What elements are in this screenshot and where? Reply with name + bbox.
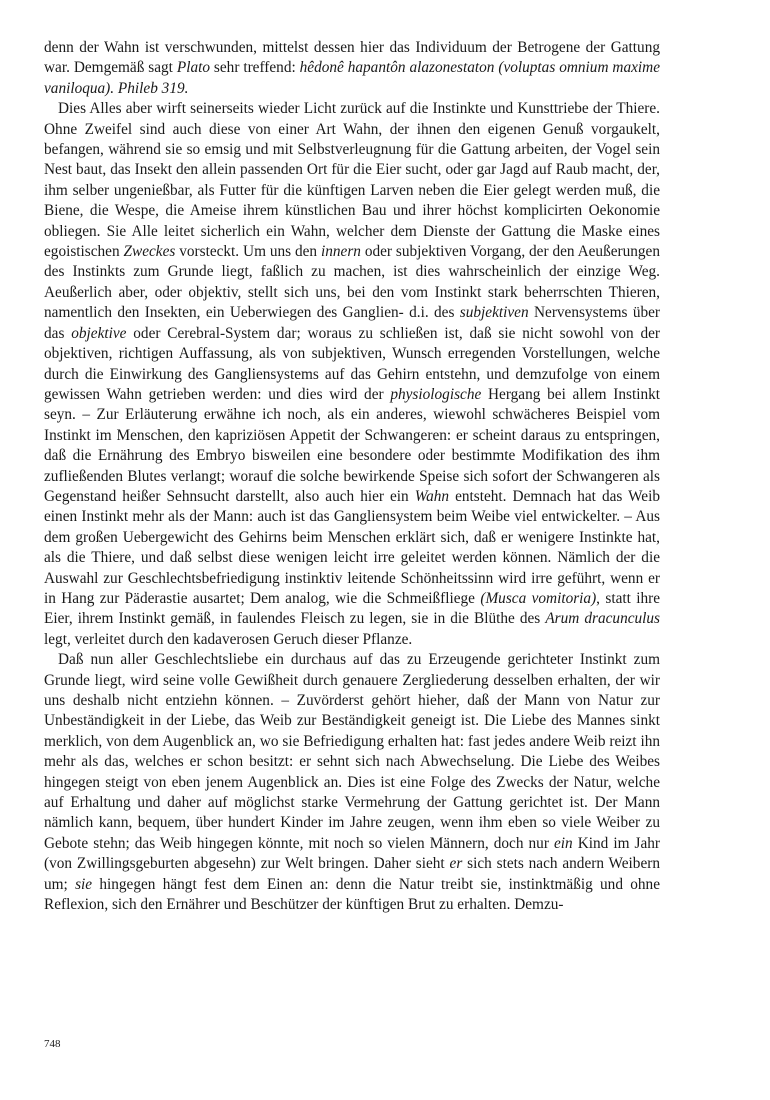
text-run: denn der Wahn ist verschwunden, mittelst dessen hier das Individuum der Betrogene der Gattung war. Demgemäß sagt — [44, 39, 660, 77]
text-run-italic: sie — [75, 875, 93, 893]
text-run: legt, verleitet durch den kadaverosen Geruch dieser Pflanze. — [44, 630, 413, 648]
paragraph-1 — [44, 38, 660, 99]
text-run-italic: objektive — [71, 324, 127, 342]
text-run-italic: er — [449, 855, 463, 873]
text-run: sehr treffend: — [210, 59, 300, 77]
text-run: entsteht. Demnach hat das Weib einen Instinkt mehr als der Mann: auch ist das Gangliensystem beim Weibe viel entwickelter. – Aus dem großen Uebergewicht des Gehirns beim Menschen erklärt sich, daß er wenigere Instinkte hat, als die Thiere, und daß selbst diese wenigen leicht irre geleitet werden können. Nämlich der die Auswahl zur Geschlechtsbefriedigung instinktiv leitende Schönheitssinn wird irre geführt, wenn er in Hang zur Päderastie ausartet; Dem analog, wie die Schmeißfliege — [44, 487, 661, 607]
text-run-italic: (Musca vomitoria) — [480, 589, 597, 607]
text-run-italic: Arum dracunculus — [545, 610, 661, 628]
page-number: 748 — [44, 1038, 61, 1050]
text-run: Daß nun aller Geschlechtsliebe ein durchaus auf das zu Erzeugende gerichteter Instinkt zum Grunde liegt, wird seine volle Gewißheit durch genauere Zergliederung desselben erhalten, der wir uns deshalb nicht entziehn können. – Zuvörderst gehört hieher, daß der Mann von Natur zur Unbeständigkeit in der Liebe, das Weib zur Beständigkeit geneigt ist. Die Liebe des Mannes sinkt merklich, von dem Augenblick an, wo sie Befriedigung erhalten hat: fast jedes andere Weib reizt ihn mehr als das, welches er schon besitzt: er sehnt sich nach Abwechselung. Die Liebe des Weibes hingegen steigt von eben jenem Augenblick an. Dies ist eine Folge des Zwecks der Natur, welche auf Erhaltung und daher auf möglichst starke Vermehrung der Gattung gerichtet ist. Der Mann nämlich kann, bequem, über hundert Kinder im Jahre zeugen, wenn ihm eben so viele Weiber zu Gebote stehn; das Weib hingegen könnte, mit noch so vielen Männern, doch nur — [44, 651, 660, 852]
text-run: oder subjektiven Vorgang, der den Aeußerungen des Instinkts zum Grunde liegt, faßlich zu machen, ist dies wahrscheinlich der einzige Weg. Aeußerlich aber, oder objektiv, stellt sich uns, bei den vom Instinkt stark beherrschten Thieren, namentlich den Insekten, ein Ueberwiegen des Ganglien- d.i. des — [44, 243, 660, 322]
text-run-italic: Wahn — [414, 487, 450, 505]
text-run: , statt ihre Eier, ihrem Instinkt gemäß, in faulendes Fleisch zu legen, sie in die Blüthe des — [44, 589, 660, 628]
text-run: vorsteckt. Um uns den — [175, 243, 321, 261]
text-run-italic: innern — [320, 243, 361, 261]
text-run-italic: physiologische — [390, 385, 482, 403]
paragraph-2 — [44, 99, 660, 650]
paragraph-3 — [44, 650, 660, 915]
text-run-italic: subjektiven — [459, 304, 529, 322]
text-run-italic: Zweckes — [123, 243, 176, 261]
page-body — [44, 38, 660, 915]
text-run: Nervensystems über das — [44, 304, 660, 342]
text-run: hingegen hängt fest dem Einen an: denn die Natur treibt sie, instinktmäßig und ohne Reflexion, sich den Ernährer und Beschützer der künftigen Brut zu erhalten. Demzu- — [44, 875, 660, 914]
text-run-italic: hêdonê hapantôn alazonestaton (voluptas omnium maxime vaniloqua). Phileb 319. — [44, 59, 660, 97]
text-run: Dies Alles aber wirft seinerseits wieder Licht zurück auf die Instinkte und Kunsttriebe der Thiere. Ohne Zweifel sind auch diese von einer Art Wahn, der ihnen den eigenen Genuß vorgaukelt, befangen, während sie so emsig und mit Selbstverleugnung für die Gattung arbeiten, der Vogel sein Nest baut, das Insekt den allein passenden Ort für die Eier sucht, oder gar Jagd auf Raub macht, der, ihm selber ungenießbar, als Futter für die künftigen Larven neben die Eier gelegt werden muß, die Biene, die Wespe, die Ameise ihrem künstlichen Bau und ihrer höchst komplicirten Oekonomie obliegen. Sie Alle leitet sicherlich ein Wahn, welcher dem Dienste der Gattung die Maske eines egoistischen — [44, 100, 660, 261]
text-run: Hergang bei allem Instinkt seyn. – Zur Erläuterung erwähne ich noch, als ein anderes, wiewohl schwächeres Beispiel vom Instinkt im Menschen, den kapriziösen Appetit der Schwangeren: er scheint daraus zu entspringen, daß die Ernährung des Embryo bisweilen eine besondere oder bestimmte Modifikation des ihm zufließenden Blutes verlangt; worauf die solche bewirkende Speise sich sofort der Schwangeren als Gegenstand heißer Sehnsucht darstellt, also auch hier ein — [44, 385, 661, 505]
text-run-italic: Plato — [176, 59, 210, 77]
text-run: oder Cerebral-System dar; woraus zu schließen ist, daß sie nicht sowohl von der objektiven, richtigen Auffassung, als von subjektiven, Wunsch erregenden Vorstellungen, welche durch die Einwirkung des Gangliensystems auf das Gehirn entstehn, und demzufolge von einem gewissen Wahn getrieben werden: und dies wird der — [44, 324, 661, 403]
text-run: Kind im Jahr (von Zwillingsgeburten abgesehn) zur Welt bringen. Daher sieht — [44, 834, 660, 873]
text-run-italic: ein — [553, 834, 573, 852]
text-run: sich stets nach andern Weibern um; — [44, 855, 660, 893]
